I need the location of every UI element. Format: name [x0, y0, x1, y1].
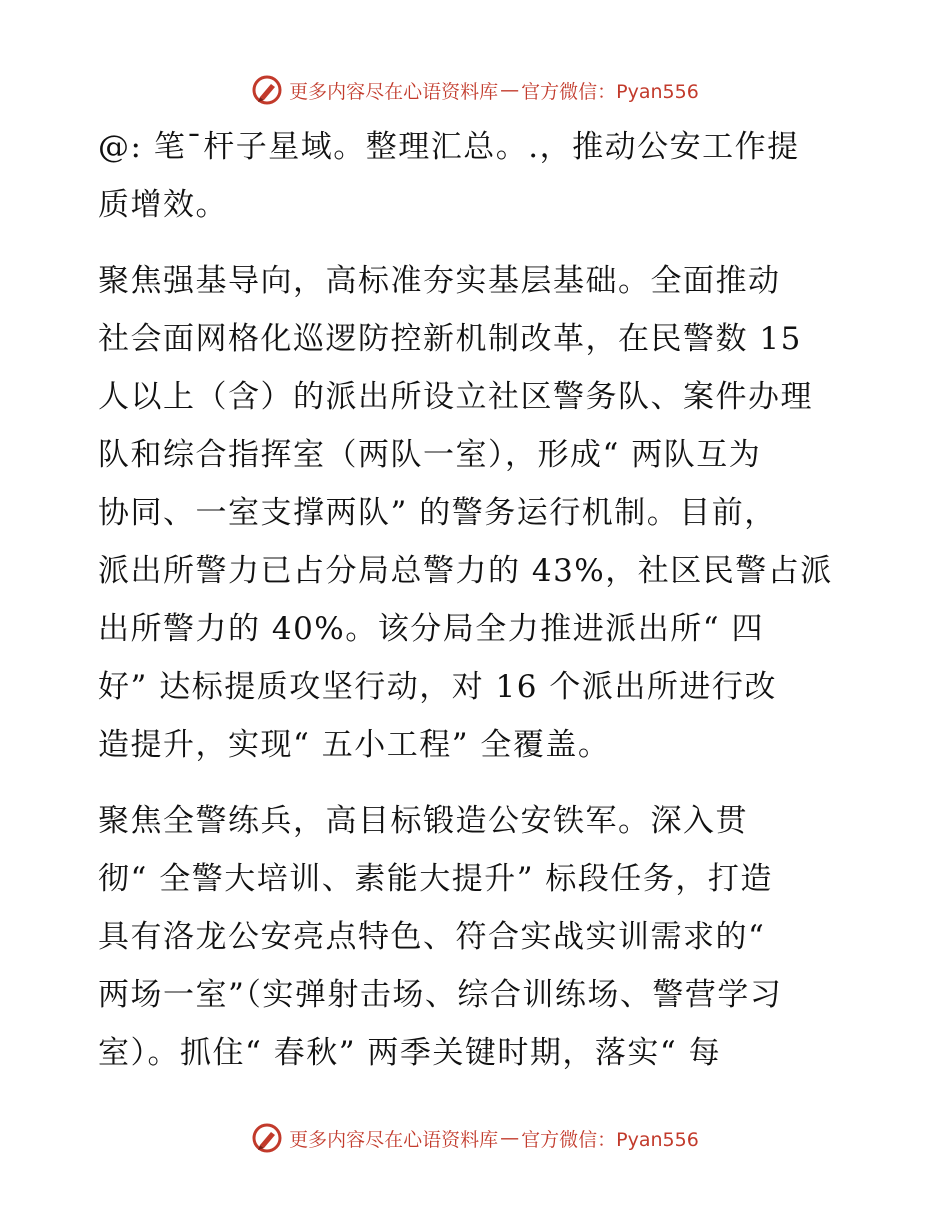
- paragraph: [98, 252, 858, 774]
- text-line: 好” 达标提质攻坚行动，对 16 个派出所进行改: [98, 669, 777, 705]
- text-line: 派出所警力已占分局总警力的 43%，社区民警占派: [98, 553, 833, 589]
- text-line: 出所警力的 40%。该分局全力推进派出所“ 四: [98, 611, 764, 647]
- paragraph: [98, 792, 858, 1082]
- paragraph: [98, 118, 858, 234]
- header-banner: [0, 70, 950, 110]
- text-line: @: 笔¯杆子星域。整理汇总。.，推动公安工作提: [98, 129, 800, 165]
- pen-logo-icon: [251, 74, 283, 106]
- text-line: 造提升，实现“ 五小工程” 全覆盖。: [98, 727, 611, 763]
- banner-suffix: 官方微信：Pyan556: [521, 80, 699, 103]
- text-line: 彻“ 全警大培训、素能大提升” 标段任务，打造: [98, 861, 773, 897]
- text-line: 两场一室”（实弹射击场、综合训练场、警营学习: [98, 977, 783, 1013]
- text-line: 聚焦全警练兵，高目标锻造公安铁军。深入贯: [98, 803, 748, 839]
- text-line: 协同、一室支撑两队” 的警务运行机制。目前，: [98, 495, 777, 531]
- text-line: 质增效。: [98, 187, 228, 223]
- banner-suffix: 官方微信：Pyan556: [521, 1128, 699, 1151]
- banner-prefix: 更多内容尽在心语资料库: [289, 1128, 499, 1151]
- text-line: 具有洛龙公安亮点特色、符合实战实训需求的“: [98, 919, 766, 955]
- text-line: 室）。抓住“ 春秋” 两季关键时期，落实“ 每: [98, 1035, 722, 1071]
- text-line: 社会面网格化巡逻防控新机制改革，在民警数 15: [98, 321, 802, 357]
- footer-banner: [0, 1118, 950, 1158]
- banner-separator: —: [500, 1127, 520, 1149]
- text-line: 人以上（含）的派出所设立社区警务队、案件办理: [98, 379, 813, 415]
- text-line: 队和综合指挥室（两队一室），形成“ 两队互为: [98, 437, 762, 473]
- document-body: [98, 118, 858, 1100]
- pen-logo-icon: [251, 1122, 283, 1154]
- banner-separator: —: [500, 79, 520, 101]
- banner-prefix: 更多内容尽在心语资料库: [289, 80, 499, 103]
- text-line: 聚焦强基导向，高标准夯实基层基础。全面推动: [98, 263, 781, 299]
